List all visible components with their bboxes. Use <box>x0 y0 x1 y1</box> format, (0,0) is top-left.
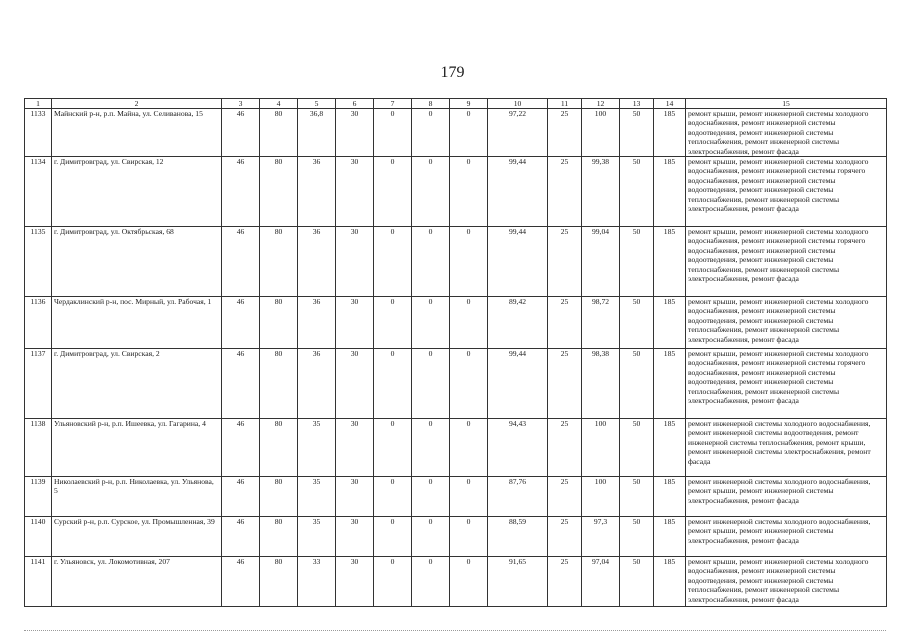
table-cell: 0 <box>412 477 450 517</box>
table-cell: 0 <box>450 109 488 157</box>
table-cell: 30 <box>336 349 374 419</box>
table-cell: 0 <box>374 227 412 297</box>
table-cell: 46 <box>222 109 260 157</box>
repair-works-cell: ремонт крыши, ремонт инженерной системы холодного водоснабжения, ремонт инженерной системы водоотведения, ремонт инженерной системы теплоснабжения, ремонт инженерной системы электроснабжения, ремонт фасада <box>686 109 887 157</box>
column-header: 2 <box>52 99 222 109</box>
table-cell: 97,22 <box>488 109 548 157</box>
table-cell: 25 <box>548 157 582 227</box>
table-cell: 46 <box>222 349 260 419</box>
table-cell: 0 <box>450 517 488 557</box>
table-cell: 0 <box>374 349 412 419</box>
table-cell: 0 <box>450 557 488 607</box>
table-cell: 0 <box>450 349 488 419</box>
table-cell: 33 <box>298 557 336 607</box>
table-cell: 50 <box>620 157 654 227</box>
table-row <box>25 477 887 517</box>
table-cell: 0 <box>450 157 488 227</box>
table-cell: 25 <box>548 477 582 517</box>
table-cell: 30 <box>336 227 374 297</box>
table-cell: 80 <box>260 157 298 227</box>
table-cell: 0 <box>412 517 450 557</box>
table-cell: 46 <box>222 517 260 557</box>
table-cell: 35 <box>298 477 336 517</box>
repair-works-cell: ремонт инженерной системы холодного водоснабжения, ремонт инженерной системы водоотведения, ремонт инженерной системы теплоснабжения, ремонт крыши, ремонт инженерной системы электроснабжения, ремонт фасада <box>686 419 887 477</box>
table-cell: 25 <box>548 517 582 557</box>
table-cell: 185 <box>654 297 686 349</box>
column-header: 10 <box>488 99 548 109</box>
row-number-cell: 1138 <box>25 419 52 477</box>
table-cell: 80 <box>260 109 298 157</box>
table-cell: 89,42 <box>488 297 548 349</box>
table-cell: 46 <box>222 157 260 227</box>
table-cell: 46 <box>222 477 260 517</box>
table-cell: 80 <box>260 227 298 297</box>
column-header: 3 <box>222 99 260 109</box>
table-cell: 30 <box>336 419 374 477</box>
address-cell: Ульяновский р-н, р.п. Ишеевка, ул. Гагарина, 4 <box>52 419 222 477</box>
table-cell: 185 <box>654 109 686 157</box>
address-cell: Сурский р-н, р.п. Сурское, ул. Промышленная, 39 <box>52 517 222 557</box>
table-cell: 97,3 <box>582 517 620 557</box>
table-cell: 99,38 <box>582 157 620 227</box>
table-cell: 80 <box>260 477 298 517</box>
table-cell: 94,43 <box>488 419 548 477</box>
table-cell: 99,04 <box>582 227 620 297</box>
table-cell: 0 <box>412 419 450 477</box>
column-header: 4 <box>260 99 298 109</box>
table-cell: 0 <box>374 109 412 157</box>
table-cell: 35 <box>298 517 336 557</box>
table-row <box>25 557 887 607</box>
row-number-cell: 1141 <box>25 557 52 607</box>
table-cell: 98,72 <box>582 297 620 349</box>
row-number-cell: 1140 <box>25 517 52 557</box>
repair-works-cell: ремонт крыши, ремонт инженерной системы холодного водоснабжения, ремонт инженерной системы горячего водоснабжения, ремонт инженерной системы водоотведения, ремонт инженерной системы теплоснабжения, ремонт инженерной системы электроснабжения, ремонт фасада <box>686 227 887 297</box>
table-cell: 0 <box>374 297 412 349</box>
column-header: 5 <box>298 99 336 109</box>
table-cell: 25 <box>548 557 582 607</box>
table-cell: 0 <box>412 297 450 349</box>
table-cell: 0 <box>374 517 412 557</box>
table-cell: 185 <box>654 157 686 227</box>
table-cell: 0 <box>450 297 488 349</box>
repair-works-cell: ремонт крыши, ремонт инженерной системы холодного водоснабжения, ремонт инженерной системы водоотведения, ремонт инженерной системы теплоснабжения, ремонт инженерной системы электроснабжения, ремонт фасада <box>686 297 887 349</box>
table-cell: 50 <box>620 517 654 557</box>
table-cell: 25 <box>548 419 582 477</box>
table-cell: 100 <box>582 109 620 157</box>
table-cell: 185 <box>654 227 686 297</box>
table-row <box>25 157 887 227</box>
address-cell: Николаевский р-н, р.п. Николаевка, ул. Ульянова, 5 <box>52 477 222 517</box>
table-cell: 87,76 <box>488 477 548 517</box>
column-header: 6 <box>336 99 374 109</box>
table-cell: 30 <box>336 109 374 157</box>
table-cell: 30 <box>336 517 374 557</box>
row-number-cell: 1135 <box>25 227 52 297</box>
row-number-cell: 1139 <box>25 477 52 517</box>
table-cell: 185 <box>654 517 686 557</box>
table-cell: 30 <box>336 557 374 607</box>
table-row <box>25 349 887 419</box>
table-cell: 50 <box>620 349 654 419</box>
table-cell: 0 <box>374 557 412 607</box>
column-header: 12 <box>582 99 620 109</box>
table-cell: 36 <box>298 297 336 349</box>
table-cell: 99,44 <box>488 227 548 297</box>
table-row <box>25 419 887 477</box>
table-cell: 0 <box>374 157 412 227</box>
table-cell: 185 <box>654 477 686 517</box>
table-cell: 88,59 <box>488 517 548 557</box>
table-cell: 25 <box>548 297 582 349</box>
housing-repair-table <box>24 98 887 607</box>
table-cell: 46 <box>222 557 260 607</box>
table-cell: 46 <box>222 297 260 349</box>
address-cell: Чердаклинский р-н, пос. Мирный, ул. Рабочая, 1 <box>52 297 222 349</box>
column-header: 14 <box>654 99 686 109</box>
column-number-row <box>25 99 887 109</box>
table-cell: 0 <box>412 227 450 297</box>
table-cell: 185 <box>654 557 686 607</box>
row-number-cell: 1134 <box>25 157 52 227</box>
repair-works-cell: ремонт крыши, ремонт инженерной системы холодного водоснабжения, ремонт инженерной системы горячего водоснабжения, ремонт инженерной системы водоотведения, ремонт инженерной системы теплоснабжения, ремонт инженерной системы электроснабжения, ремонт фасада <box>686 157 887 227</box>
row-number-cell: 1137 <box>25 349 52 419</box>
table-cell: 0 <box>374 477 412 517</box>
table-cell: 36 <box>298 227 336 297</box>
table-row <box>25 297 887 349</box>
column-header: 7 <box>374 99 412 109</box>
address-cell: г. Ульяновск, ул. Локомотивная, 207 <box>52 557 222 607</box>
table-cell: 100 <box>582 419 620 477</box>
table-cell: 50 <box>620 227 654 297</box>
table-cell: 91,65 <box>488 557 548 607</box>
table-row <box>25 517 887 557</box>
column-header: 13 <box>620 99 654 109</box>
table-cell: 36 <box>298 157 336 227</box>
table-cell: 97,04 <box>582 557 620 607</box>
table-cell: 25 <box>548 109 582 157</box>
table-cell: 99,44 <box>488 157 548 227</box>
row-number-cell: 1133 <box>25 109 52 157</box>
row-number-cell: 1136 <box>25 297 52 349</box>
table-cell: 35 <box>298 419 336 477</box>
table-cell: 80 <box>260 557 298 607</box>
table-cell: 50 <box>620 109 654 157</box>
page-number: 179 <box>440 64 465 81</box>
table-cell: 0 <box>412 349 450 419</box>
repair-works-cell: ремонт крыши, ремонт инженерной системы холодного водоснабжения, ремонт инженерной системы водоотведения, ремонт инженерной системы теплоснабжения, ремонт инженерной системы электроснабжения, ремонт фасада <box>686 557 887 607</box>
table-cell: 185 <box>654 419 686 477</box>
table-cell: 0 <box>412 109 450 157</box>
table-cell: 25 <box>548 227 582 297</box>
table-cell: 0 <box>450 477 488 517</box>
table-cell: 99,44 <box>488 349 548 419</box>
address-cell: г. Димитровград, ул. Свирская, 12 <box>52 157 222 227</box>
table-cell: 30 <box>336 157 374 227</box>
repair-works-cell: ремонт инженерной системы холодного водоснабжения, ремонт крыши, ремонт инженерной системы электроснабжения, ремонт фасада <box>686 517 887 557</box>
column-header: 11 <box>548 99 582 109</box>
table-cell: 80 <box>260 297 298 349</box>
column-header: 15 <box>686 99 887 109</box>
table-cell: 100 <box>582 477 620 517</box>
table-cell: 25 <box>548 349 582 419</box>
column-header: 9 <box>450 99 488 109</box>
table-cell: 50 <box>620 557 654 607</box>
footer-divider <box>24 630 886 631</box>
table-cell: 50 <box>620 297 654 349</box>
table-cell: 50 <box>620 419 654 477</box>
repair-works-cell: ремонт крыши, ремонт инженерной системы холодного водоснабжения, ремонт инженерной системы горячего водоснабжения, ремонт инженерной системы водоотведения, ремонт инженерной системы теплоснабжения, ремонт инженерной системы электроснабжения, ремонт фасада <box>686 349 887 419</box>
table-cell: 0 <box>412 557 450 607</box>
table-cell: 80 <box>260 419 298 477</box>
table-row <box>25 227 887 297</box>
table-cell: 80 <box>260 517 298 557</box>
repair-works-cell: ремонт инженерной системы холодного водоснабжения, ремонт крыши, ремонт инженерной системы электроснабжения, ремонт фасада <box>686 477 887 517</box>
table-cell: 0 <box>450 227 488 297</box>
address-cell: г. Димитровград, ул. Свирская, 2 <box>52 349 222 419</box>
table-cell: 0 <box>450 419 488 477</box>
table-cell: 30 <box>336 297 374 349</box>
table-cell: 36 <box>298 349 336 419</box>
table-cell: 46 <box>222 227 260 297</box>
column-header: 1 <box>25 99 52 109</box>
table-cell: 185 <box>654 349 686 419</box>
address-cell: Майнский р-н, р.п. Майна, ул. Селиванова, 15 <box>52 109 222 157</box>
table-cell: 50 <box>620 477 654 517</box>
table-row <box>25 109 887 157</box>
table-cell: 46 <box>222 419 260 477</box>
table-cell: 98,38 <box>582 349 620 419</box>
table-cell: 30 <box>336 477 374 517</box>
table-cell: 80 <box>260 349 298 419</box>
table-cell: 0 <box>374 419 412 477</box>
address-cell: г. Димитровград, ул. Октябрьская, 68 <box>52 227 222 297</box>
table-cell: 0 <box>412 157 450 227</box>
table-cell: 36,8 <box>298 109 336 157</box>
column-header: 8 <box>412 99 450 109</box>
